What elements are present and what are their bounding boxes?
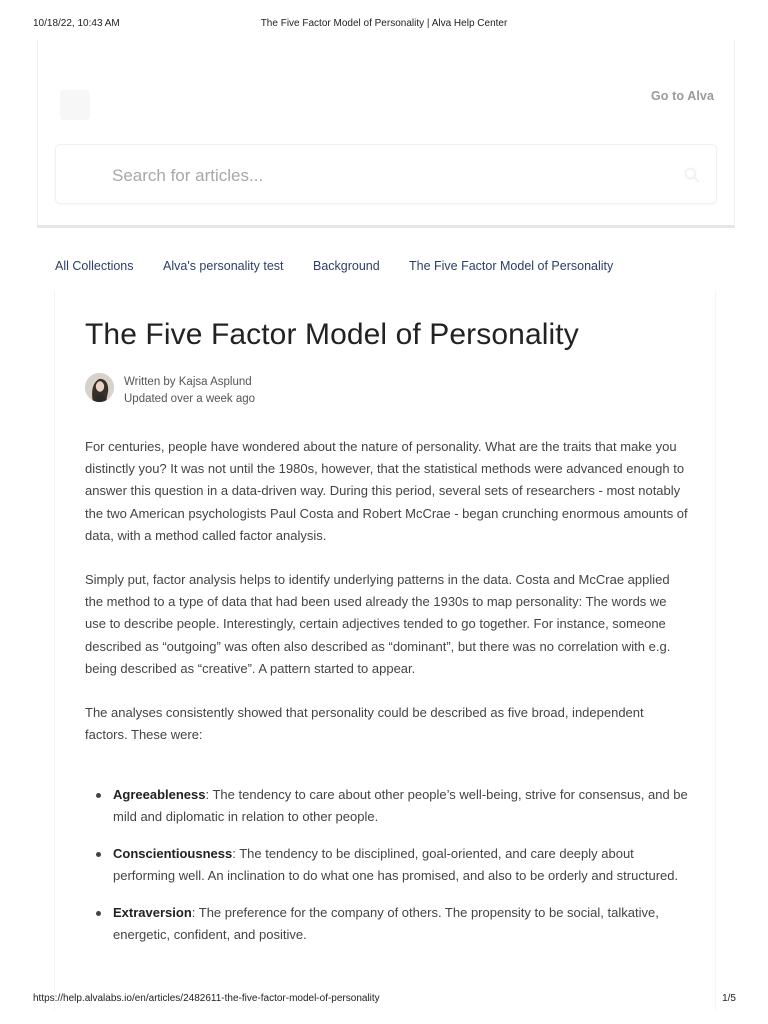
paragraph-intro: For centuries, people have wondered about the nature of personality. What are the traits that make you distinctly you? It was not until the 1980s, however, that the statistical methods were advanced enough to answer this question in a data-driven way. During this period, several sets of researchers - most notably the two American psychologists Paul Costa and Robert McCrae - began crunching enormous amounts of data, with a method called factor analysis. — [85, 439, 688, 543]
written-by-prefix: Written by — [124, 376, 179, 388]
go-to-alva-link[interactable]: Go to Alva — [650, 89, 714, 103]
logo[interactable] — [60, 90, 90, 120]
updated-text: Updated over a week ago — [124, 393, 256, 405]
factor-description: : The tendency to care about other people’s well-being, strive for consensus, and be mild and diplomatic in relation to other people. — [113, 787, 688, 824]
factor-list — [85, 784, 691, 961]
paragraph-factor-analysis: Simply put, factor analysis helps to identify underlying patterns in the data. Costa and McCrae applied the method to a type of data that had been used already the 1930s to map personality: The words we use to describe people. Interestingly, certain adjectives tended to go together. For instance, someone described as “outgoing” was often also described as “dominant”, but there was no correlation with e.g. being described as “creative”. A pattern started to appear. — [85, 572, 671, 676]
factor-description: : The preference for the company of others. The propensity to be social, talkative, energetic, confident, and positive. — [113, 905, 659, 942]
author-photo-icon — [85, 373, 114, 402]
factor-name: Conscientiousness — [113, 846, 233, 861]
print-page-title: The Five Factor Model of Personality | Alva Help Center — [260, 18, 508, 29]
breadcrumb-background[interactable]: Background — [313, 259, 380, 273]
print-datetime: 10/18/22, 10:43 AM — [33, 18, 120, 29]
list-item — [85, 902, 691, 946]
print-footer — [0, 993, 768, 1007]
search-icon[interactable] — [684, 167, 700, 183]
article-meta — [124, 374, 255, 408]
author-avatar — [85, 373, 114, 402]
factor-name: Extraversion — [113, 905, 192, 920]
paragraph-five-factors: The analyses consistently showed that personality could be described as five broad, independent factors. These were: — [85, 705, 644, 743]
written-by — [124, 374, 255, 391]
search-input[interactable] — [112, 163, 652, 189]
article — [54, 290, 716, 1010]
help-center-header — [37, 40, 735, 228]
list-item — [85, 784, 691, 828]
factor-name: Agreeableness — [113, 787, 206, 802]
breadcrumb-current-article: The Five Factor Model of Personality — [409, 259, 614, 273]
print-header — [0, 18, 768, 32]
breadcrumb-all-collections[interactable]: All Collections — [55, 259, 134, 273]
author-name: Kajsa Asplund — [178, 376, 252, 388]
breadcrumb-personality-test[interactable]: Alva's personality test — [163, 259, 284, 273]
print-page-number: 1/5 — [722, 993, 736, 1004]
factor-description: : The tendency to be disciplined, goal-oriented, and care deeply about performing well. An inclination to do what one has promised, and also to be orderly and structured. — [113, 846, 679, 883]
article-title: The Five Factor Model of Personality — [85, 318, 579, 351]
list-item — [85, 843, 691, 887]
print-url: https://help.alvalabs.io/en/articles/2482611-the-five-factor-model-of-personality — [33, 993, 380, 1004]
search-box — [55, 144, 717, 204]
